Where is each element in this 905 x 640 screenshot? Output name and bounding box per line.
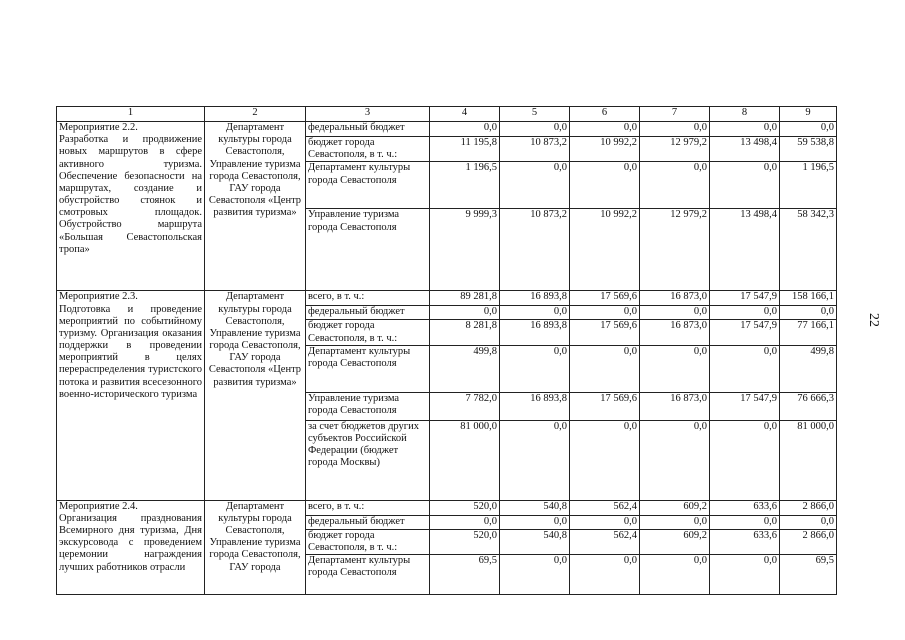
column-header: 8 — [710, 107, 780, 122]
amount-cell: 0,0 — [570, 306, 640, 320]
amount-cell: 499,8 — [430, 345, 500, 392]
funding-source-cell: бюджет города Севастополя, в т. ч.: — [306, 529, 430, 554]
table-row — [57, 122, 837, 137]
amount-cell: 633,6 — [710, 529, 780, 554]
funding-source-cell: всего, в т. ч.: — [306, 291, 430, 306]
amount-cell: 1 196,5 — [430, 162, 500, 209]
amount-cell: 69,5 — [780, 555, 837, 595]
executor-cell: Департамент культуры города Севастополя, Управление туризма города Севастополя, ГАУ города Севастополя «Центр развития туризма» — [205, 122, 306, 291]
amount-cell: 0,0 — [640, 420, 710, 500]
amount-cell: 13 498,4 — [710, 137, 780, 162]
amount-cell: 562,4 — [570, 500, 640, 515]
funding-source-cell: бюджет города Севастополя, в т. ч.: — [306, 137, 430, 162]
amount-cell: 0,0 — [710, 515, 780, 529]
amount-cell: 58 342,3 — [780, 209, 837, 291]
amount-cell: 0,0 — [640, 345, 710, 392]
amount-cell: 0,0 — [710, 306, 780, 320]
column-header: 6 — [570, 107, 640, 122]
funding-source-cell: бюджет города Севастополя, в т. ч.: — [306, 320, 430, 345]
page-number: 22 — [866, 313, 881, 327]
table-row — [57, 500, 837, 515]
amount-cell: 0,0 — [710, 162, 780, 209]
amount-cell: 76 666,3 — [780, 392, 837, 420]
funding-source-cell: федеральный бюджет — [306, 306, 430, 320]
amount-cell: 540,8 — [500, 500, 570, 515]
amount-cell: 8 281,8 — [430, 320, 500, 345]
amount-cell: 0,0 — [710, 345, 780, 392]
amount-cell: 17 547,9 — [710, 291, 780, 306]
activity-description: Организация празднования Всемирного дня туризма, Дня экскурсовода с проведением церемонии награждения лучших работников отрасли — [59, 512, 202, 573]
amount-cell: 0,0 — [570, 555, 640, 595]
amount-cell: 16 873,0 — [640, 392, 710, 420]
amount-cell: 11 195,8 — [430, 137, 500, 162]
amount-cell: 9 999,3 — [430, 209, 500, 291]
column-header: 3 — [306, 107, 430, 122]
amount-cell: 0,0 — [640, 306, 710, 320]
amount-cell: 12 979,2 — [640, 209, 710, 291]
amount-cell: 17 569,6 — [570, 291, 640, 306]
amount-cell: 540,8 — [500, 529, 570, 554]
amount-cell: 158 166,1 — [780, 291, 837, 306]
amount-cell: 0,0 — [570, 162, 640, 209]
amount-cell: 0,0 — [500, 122, 570, 137]
amount-cell: 59 538,8 — [780, 137, 837, 162]
amount-cell: 562,4 — [570, 529, 640, 554]
amount-cell: 0,0 — [500, 515, 570, 529]
funding-source-cell: федеральный бюджет — [306, 122, 430, 137]
amount-cell: 0,0 — [780, 122, 837, 137]
activity-title: Мероприятие 2.4. — [59, 500, 138, 512]
amount-cell: 0,0 — [500, 306, 570, 320]
activity-description: Разработка и продвижение новых маршрутов в сфере активного туризма. Обеспечение безопасности на маршрутах, создание и обустройство стоянок и смотровых площадок. Обустройство маршрута «Большая Севастопольская тропа» — [59, 134, 202, 255]
amount-cell: 499,8 — [780, 345, 837, 392]
amount-cell: 520,0 — [430, 529, 500, 554]
funding-source-cell: Департамент культуры города Севастополя — [306, 162, 430, 209]
amount-cell: 10 992,2 — [570, 137, 640, 162]
amount-cell: 0,0 — [640, 555, 710, 595]
amount-cell: 0,0 — [570, 420, 640, 500]
amount-cell: 0,0 — [570, 122, 640, 137]
amount-cell: 0,0 — [570, 515, 640, 529]
amount-cell: 0,0 — [710, 555, 780, 595]
activity-cell — [57, 291, 205, 500]
amount-cell: 69,5 — [430, 555, 500, 595]
amount-cell: 520,0 — [430, 500, 500, 515]
amount-cell: 0,0 — [710, 420, 780, 500]
amount-cell: 17 547,9 — [710, 320, 780, 345]
amount-cell: 10 873,2 — [500, 209, 570, 291]
amount-cell: 12 979,2 — [640, 137, 710, 162]
amount-cell: 77 166,1 — [780, 320, 837, 345]
funding-source-cell: Управление туризма города Севастополя — [306, 392, 430, 420]
amount-cell: 13 498,4 — [710, 209, 780, 291]
funding-source-cell: Управление туризма города Севастополя — [306, 209, 430, 291]
amount-cell: 0,0 — [430, 515, 500, 529]
amount-cell: 16 873,0 — [640, 291, 710, 306]
amount-cell: 0,0 — [640, 122, 710, 137]
amount-cell: 0,0 — [780, 515, 837, 529]
amount-cell: 1 196,5 — [780, 162, 837, 209]
amount-cell: 16 893,8 — [500, 320, 570, 345]
amount-cell: 10 873,2 — [500, 137, 570, 162]
amount-cell: 81 000,0 — [780, 420, 837, 500]
amount-cell: 0,0 — [780, 306, 837, 320]
amount-cell: 16 873,0 — [640, 320, 710, 345]
amount-cell: 0,0 — [570, 345, 640, 392]
amount-cell: 10 992,2 — [570, 209, 640, 291]
header-row — [57, 107, 837, 122]
executor-cell: Департамент культуры города Севастополя, Управление туризма города Севастополя, ГАУ города — [205, 500, 306, 594]
column-header: 4 — [430, 107, 500, 122]
funding-source-cell: Департамент культуры города Севастополя — [306, 555, 430, 595]
amount-cell: 633,6 — [710, 500, 780, 515]
table-row — [57, 291, 837, 306]
amount-cell: 609,2 — [640, 500, 710, 515]
amount-cell: 0,0 — [640, 162, 710, 209]
amount-cell: 0,0 — [500, 420, 570, 500]
amount-cell: 0,0 — [430, 122, 500, 137]
amount-cell: 2 866,0 — [780, 500, 837, 515]
amount-cell: 0,0 — [500, 555, 570, 595]
activity-title: Мероприятие 2.3. — [59, 291, 138, 303]
amount-cell: 17 569,6 — [570, 392, 640, 420]
column-header: 2 — [205, 107, 306, 122]
funding-source-cell: Департамент культуры города Севастополя — [306, 345, 430, 392]
column-header: 5 — [500, 107, 570, 122]
activity-title: Мероприятие 2.2. — [59, 122, 138, 133]
column-header: 7 — [640, 107, 710, 122]
amount-cell: 81 000,0 — [430, 420, 500, 500]
amount-cell: 89 281,8 — [430, 291, 500, 306]
amount-cell: 2 866,0 — [780, 529, 837, 554]
funding-source-cell: всего, в т. ч.: — [306, 500, 430, 515]
funding-source-cell: за счет бюджетов других субъектов Российской Федерации (бюджет города Москвы) — [306, 420, 430, 500]
amount-cell: 609,2 — [640, 529, 710, 554]
budget-table — [56, 106, 837, 595]
amount-cell: 16 893,8 — [500, 392, 570, 420]
amount-cell: 7 782,0 — [430, 392, 500, 420]
amount-cell: 0,0 — [500, 345, 570, 392]
activity-cell — [57, 122, 205, 291]
amount-cell: 17 547,9 — [710, 392, 780, 420]
column-header: 1 — [57, 107, 205, 122]
executor-cell: Департамент культуры города Севастополя, Управление туризма города Севастополя, ГАУ города Севастополя «Центр развития туризма» — [205, 291, 306, 500]
activity-cell — [57, 500, 205, 594]
amount-cell: 0,0 — [710, 122, 780, 137]
amount-cell: 0,0 — [430, 306, 500, 320]
column-header: 9 — [780, 107, 837, 122]
amount-cell: 17 569,6 — [570, 320, 640, 345]
funding-source-cell: федеральный бюджет — [306, 515, 430, 529]
amount-cell: 16 893,8 — [500, 291, 570, 306]
amount-cell: 0,0 — [640, 515, 710, 529]
activity-description: Подготовка и проведение мероприятий по событийному туризму. Организация оказания поддержки в проведении мероприятий в целях перераспределения туристского потока и развития всесезонного военно-исторического туризма — [59, 303, 202, 400]
amount-cell: 0,0 — [500, 162, 570, 209]
